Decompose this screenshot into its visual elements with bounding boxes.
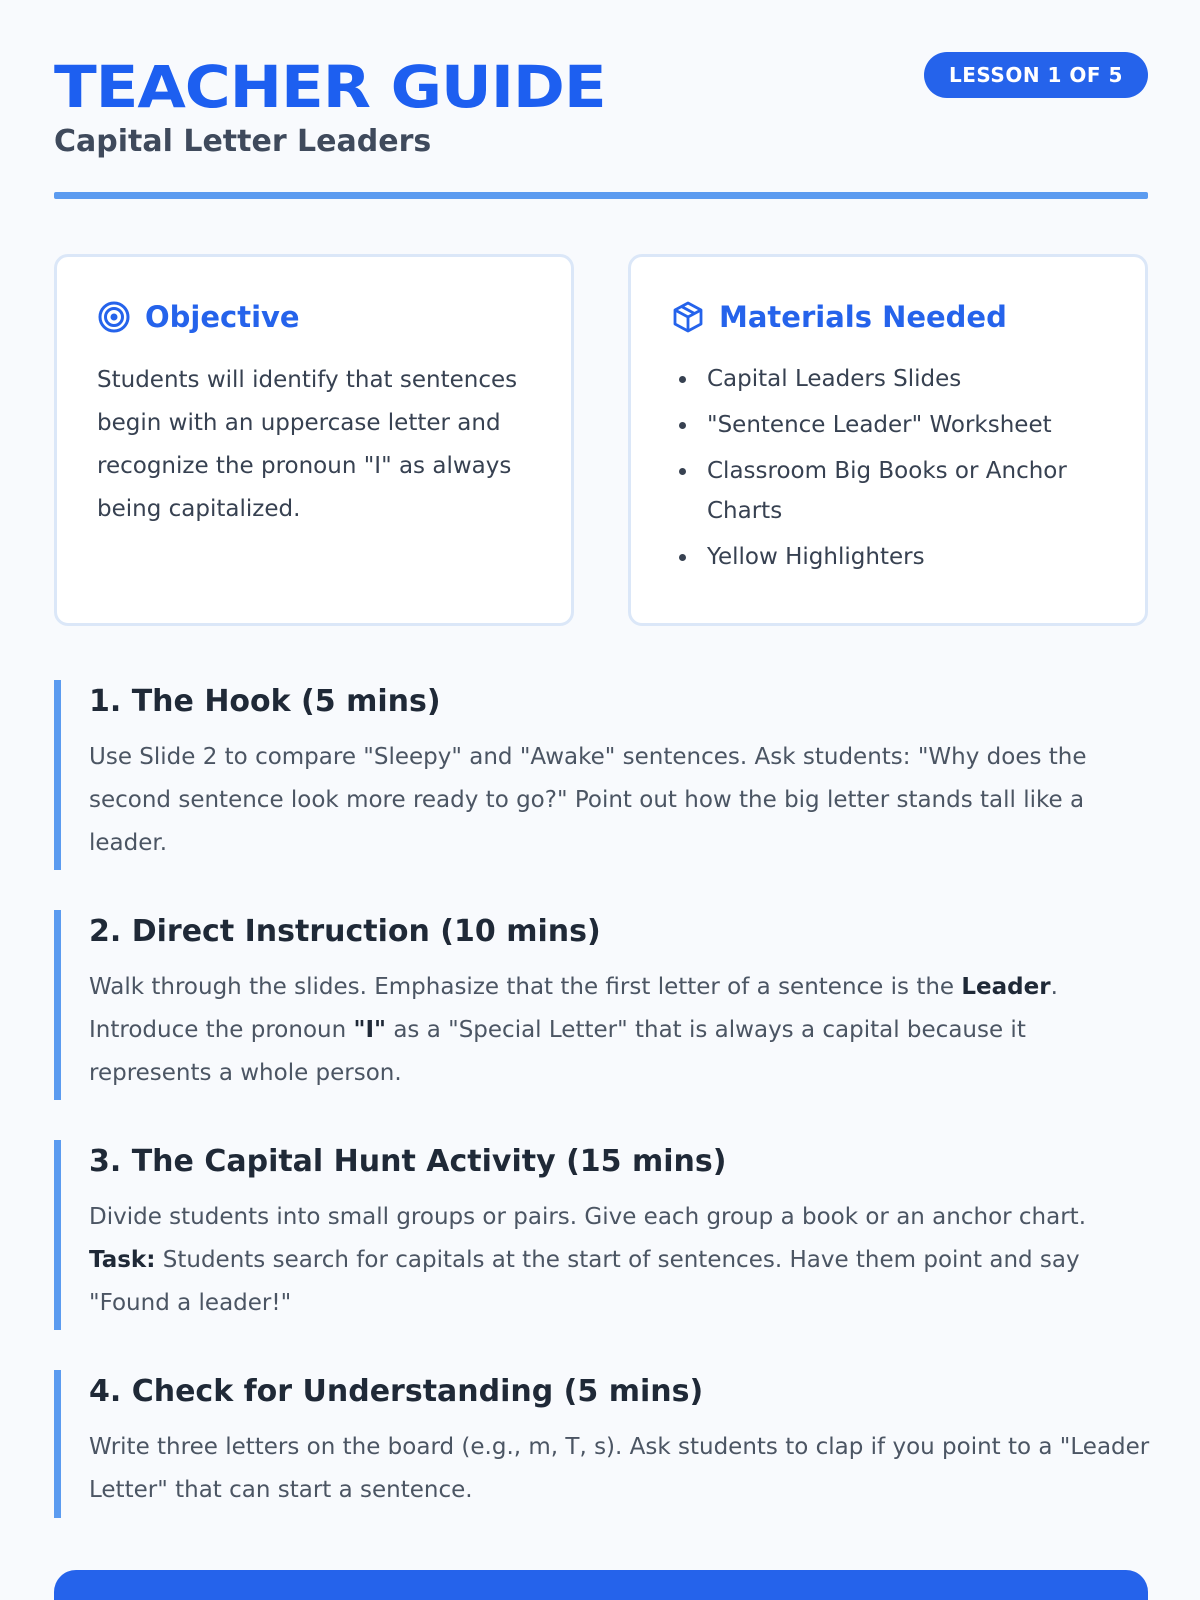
header-divider xyxy=(54,192,1148,199)
emphasis-task: Task: xyxy=(89,1247,156,1273)
objective-title: Objective xyxy=(145,300,300,334)
objective-header xyxy=(97,297,531,337)
step-text-part: Walk through the slides. Emphasize that the first letter of a sentence is the xyxy=(89,974,962,1000)
list-item: Capital Leaders Slides xyxy=(671,359,1105,399)
list-item: Yellow Highlighters xyxy=(671,537,1105,577)
emphasis-leader: Leader xyxy=(961,974,1051,1000)
step-check-understanding xyxy=(54,1370,1150,1518)
materials-header xyxy=(671,297,1105,337)
step-capital-hunt xyxy=(54,1140,1150,1330)
step-text-part: as a "Special Letter" that is always a capital because it represents a whole person. xyxy=(89,1017,1026,1086)
step-text-part: . Introduce the pronoun xyxy=(89,974,1058,1043)
materials-list xyxy=(671,359,1105,577)
box-icon xyxy=(671,300,705,334)
emphasis-pronoun: "I" xyxy=(353,1017,387,1043)
materials-card xyxy=(628,254,1148,626)
step-title: 4. Check for Understanding (5 mins) xyxy=(89,1374,704,1409)
objective-text: Students will identify that sentences begin with an uppercase letter and recognize the pronoun "I" as always being capitalized. xyxy=(97,367,518,522)
list-item: "Sentence Leader" Worksheet xyxy=(671,405,1105,445)
lesson-subtitle: Capital Letter Leaders xyxy=(54,124,432,159)
footer-banner xyxy=(54,1570,1148,1600)
step-text-part: Students search for capitals at the start of sentences. Have them point and say "Found a leader!" xyxy=(89,1247,1080,1316)
step-text: Use Slide 2 to compare "Sleepy" and "Awake" sentences. Ask students: "Why does the second sentence look more ready to go?" Point out how the big letter stands tall like a leader. xyxy=(89,744,1087,856)
list-item: Classroom Big Books or Anchor Charts xyxy=(671,451,1105,531)
step-text xyxy=(89,1196,1150,1325)
step-title: 2. Direct Instruction (10 mins) xyxy=(89,914,601,949)
step-text: Write three letters on the board (e.g., m, T, s). Ask students to clap if you point to a "Leader Letter" that can start a sentence. xyxy=(89,1434,1150,1503)
materials-title: Materials Needed xyxy=(719,300,1007,334)
step-text-part: Divide students into small groups or pairs. Give each group a book or an anchor chart. xyxy=(89,1204,1087,1230)
step-title: 3. The Capital Hunt Activity (15 mins) xyxy=(89,1144,727,1179)
lesson-badge: LESSON 1 OF 5 xyxy=(924,52,1148,98)
target-icon xyxy=(97,300,131,334)
step-text xyxy=(89,966,1150,1095)
step-direct-instruction xyxy=(54,910,1150,1100)
step-hook xyxy=(54,680,1150,870)
page-title: TEACHER GUIDE xyxy=(54,53,606,121)
objective-card xyxy=(54,254,574,626)
step-title: 1. The Hook (5 mins) xyxy=(89,684,441,719)
